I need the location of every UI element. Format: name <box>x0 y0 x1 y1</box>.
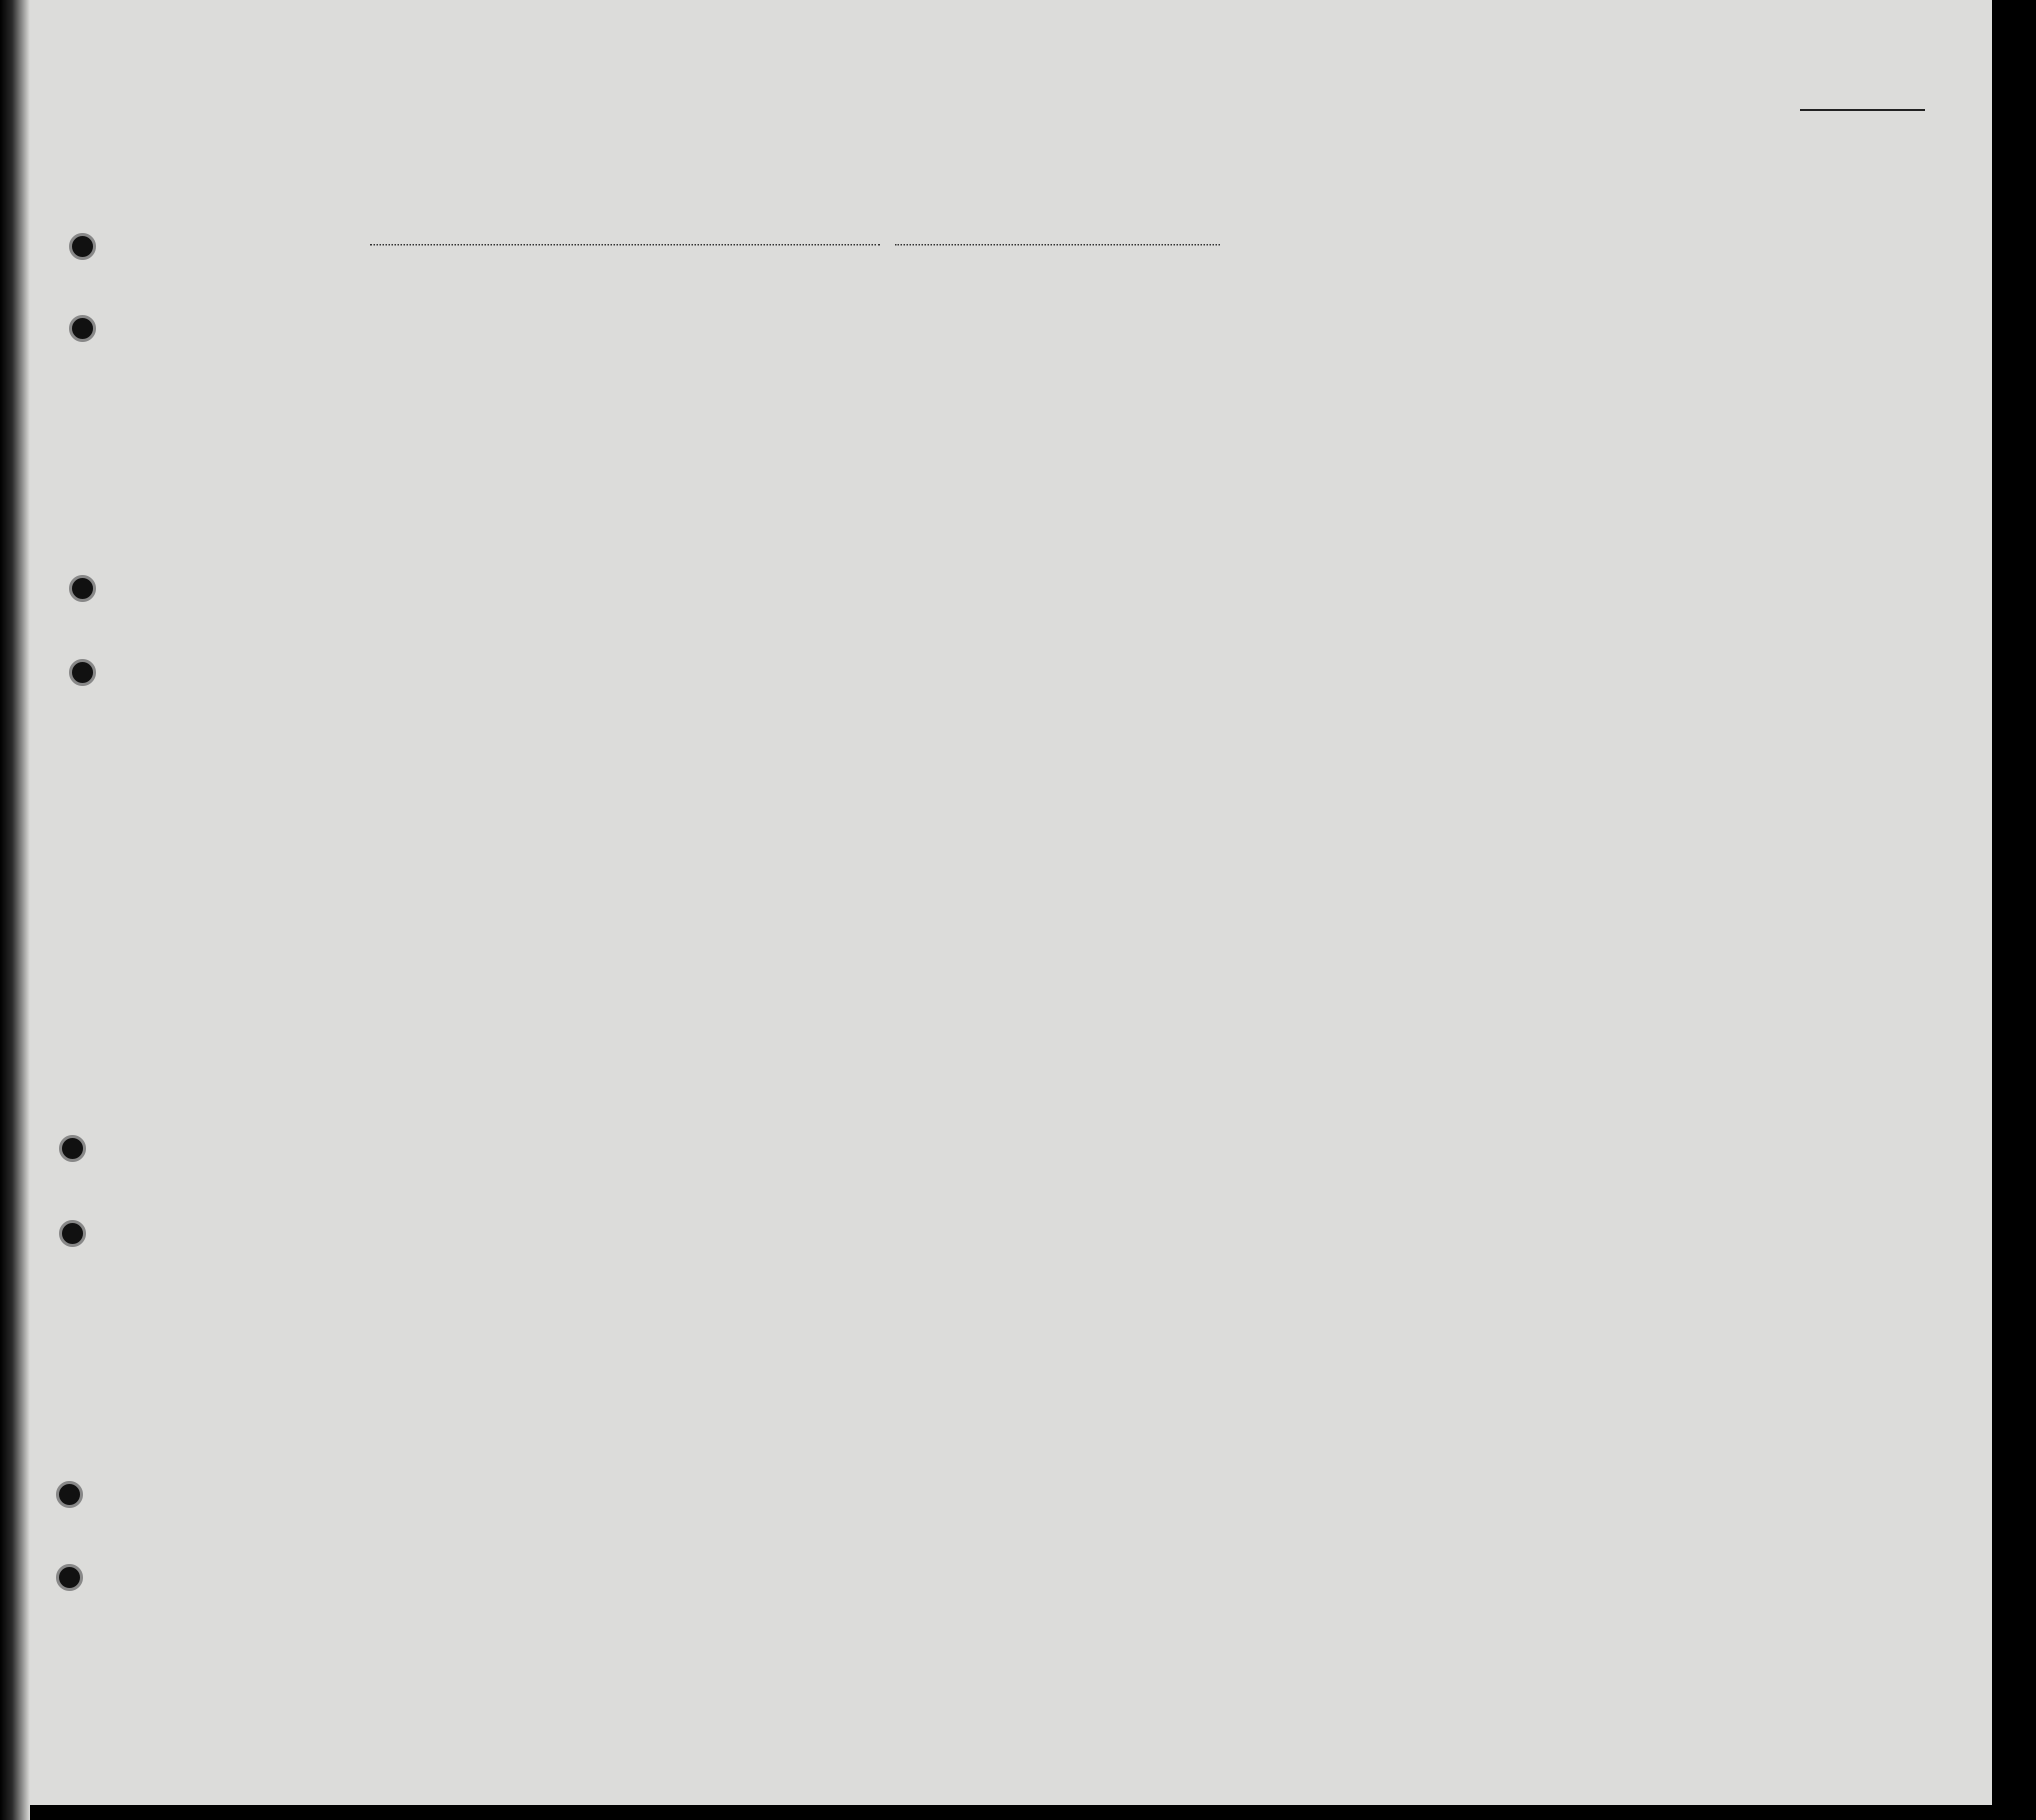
binding-hole <box>56 1564 83 1591</box>
binding-hole <box>59 1135 86 1162</box>
binding-hole <box>69 659 96 686</box>
binding-hole <box>59 1220 86 1247</box>
port-dotted-line <box>370 244 880 246</box>
binding-hole <box>69 233 96 260</box>
binding-hole <box>56 1481 83 1508</box>
list-underline <box>1800 109 1925 111</box>
manifest-sheet <box>12 0 1992 1805</box>
binding-hole <box>69 315 96 342</box>
binding-hole <box>69 575 96 602</box>
binding-edge <box>0 0 30 1820</box>
date-dotted-line <box>895 244 1220 246</box>
